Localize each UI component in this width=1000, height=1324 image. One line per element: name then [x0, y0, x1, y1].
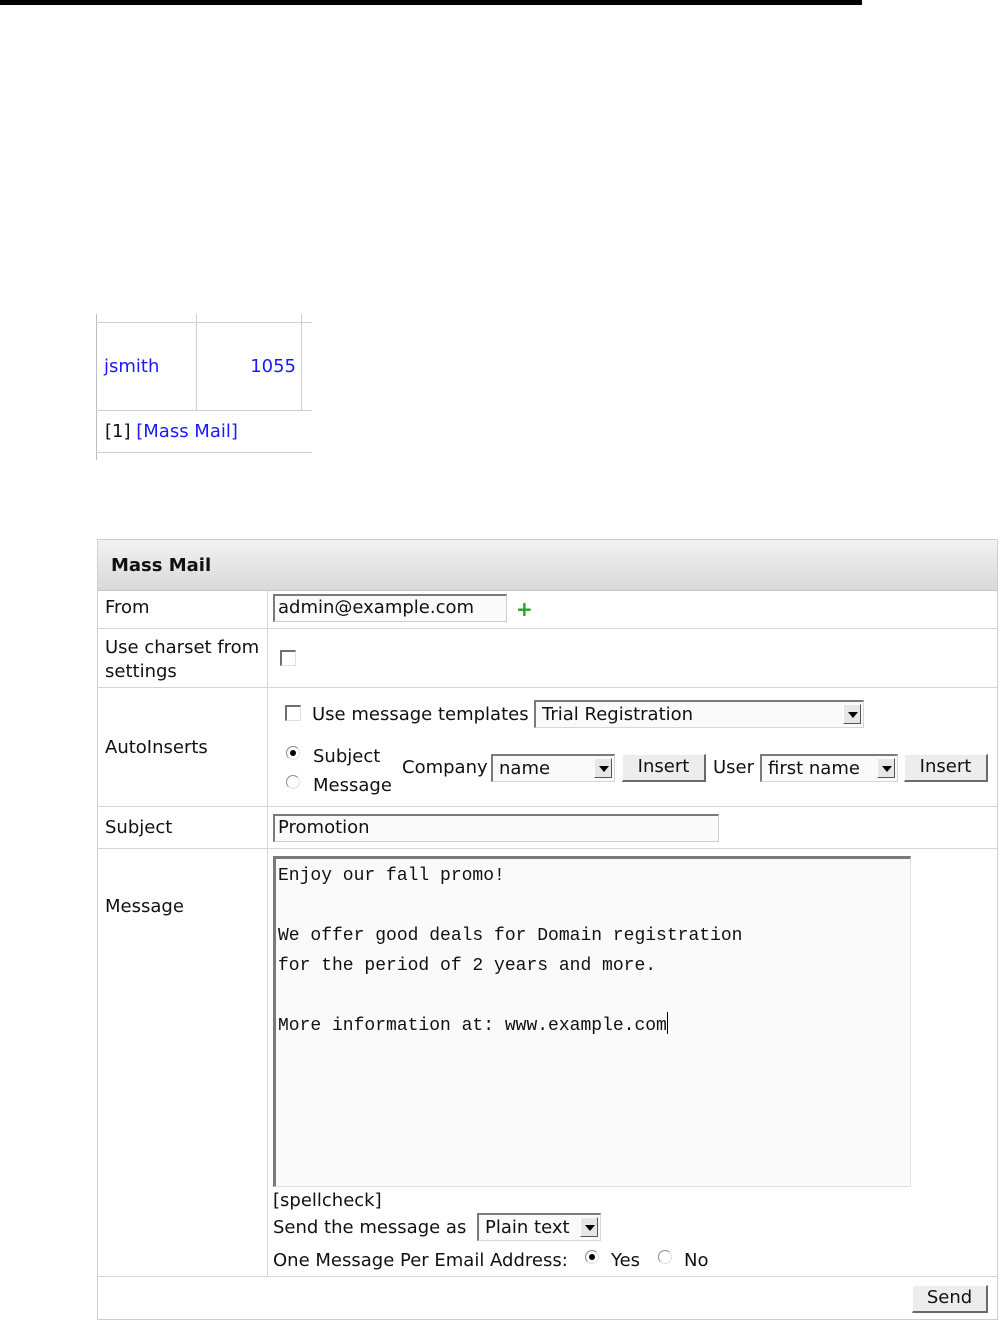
user-field-select[interactable] [760, 754, 898, 782]
target-subject-label: Subject [313, 746, 381, 767]
user-insert-button[interactable]: Insert [904, 754, 988, 782]
send-as-selected: Plain text [485, 1217, 570, 1238]
company-insert-button[interactable]: Insert [622, 754, 706, 782]
target-subject-radio[interactable] [286, 746, 300, 760]
user-table [96, 314, 312, 460]
charset-checkbox[interactable] [280, 650, 296, 666]
send-as-select[interactable] [477, 1213, 601, 1241]
send-button[interactable]: Send [912, 1285, 988, 1313]
company-field-select[interactable] [491, 754, 615, 782]
text-caret [667, 1012, 668, 1034]
form-header [98, 540, 997, 591]
from-input[interactable]: admin@example.com [273, 594, 507, 622]
subject-input[interactable]: Promotion [273, 814, 719, 842]
template-selected: Trial Registration [542, 704, 694, 725]
from-row [98, 591, 997, 629]
pager [105, 421, 238, 442]
chevron-down-icon [843, 704, 861, 724]
plus-icon[interactable]: + [516, 597, 533, 621]
use-templates-label: Use message templates [312, 704, 529, 725]
yes-label: Yes [611, 1250, 641, 1271]
column-divider [196, 314, 197, 410]
mass-mail-form [97, 539, 998, 1320]
no-label: No [684, 1250, 709, 1271]
message-label: Message [105, 896, 184, 917]
chevron-down-icon [594, 758, 612, 778]
chevron-down-icon [580, 1217, 598, 1237]
row-divider [96, 410, 312, 411]
chevron-down-icon [877, 758, 895, 778]
one-per-address-no-radio[interactable] [658, 1250, 672, 1264]
send-as-label: Send the message as [273, 1217, 467, 1238]
user-id-link[interactable]: 1055 [250, 356, 296, 377]
one-per-address-label: One Message Per Email Address: [273, 1250, 568, 1271]
one-per-address-yes-radio[interactable] [585, 1250, 599, 1264]
company-selected: name [499, 758, 551, 779]
top-divider [0, 0, 862, 5]
page-number: [1] [105, 421, 131, 442]
template-select[interactable] [534, 700, 864, 728]
autoinserts-label: AutoInserts [105, 737, 208, 758]
spellcheck-link[interactable]: [spellcheck] [273, 1190, 382, 1211]
subject-label: Subject [105, 817, 173, 838]
username-link[interactable]: jsmith [104, 356, 160, 377]
use-templates-checkbox[interactable] [285, 705, 301, 721]
charset-label: Use charset from settings [105, 637, 260, 682]
column-divider [301, 314, 302, 410]
row-divider [96, 452, 312, 453]
from-label: From [105, 597, 150, 618]
form-title: Mass Mail [111, 555, 212, 576]
user-selected: first name [768, 758, 860, 779]
mass-mail-link[interactable]: [Mass Mail] [136, 421, 238, 442]
table-border [96, 314, 97, 460]
target-message-radio[interactable] [286, 775, 300, 789]
target-message-label: Message [313, 775, 392, 796]
user-label: User [713, 757, 755, 778]
message-textarea[interactable] [273, 856, 911, 1187]
company-label: Company [402, 757, 488, 778]
message-body: Enjoy our fall promo! We offer good deals for Domain registration for the period of 2 years and more. More information at: www.example.com [278, 866, 743, 1036]
row-divider [96, 322, 312, 323]
